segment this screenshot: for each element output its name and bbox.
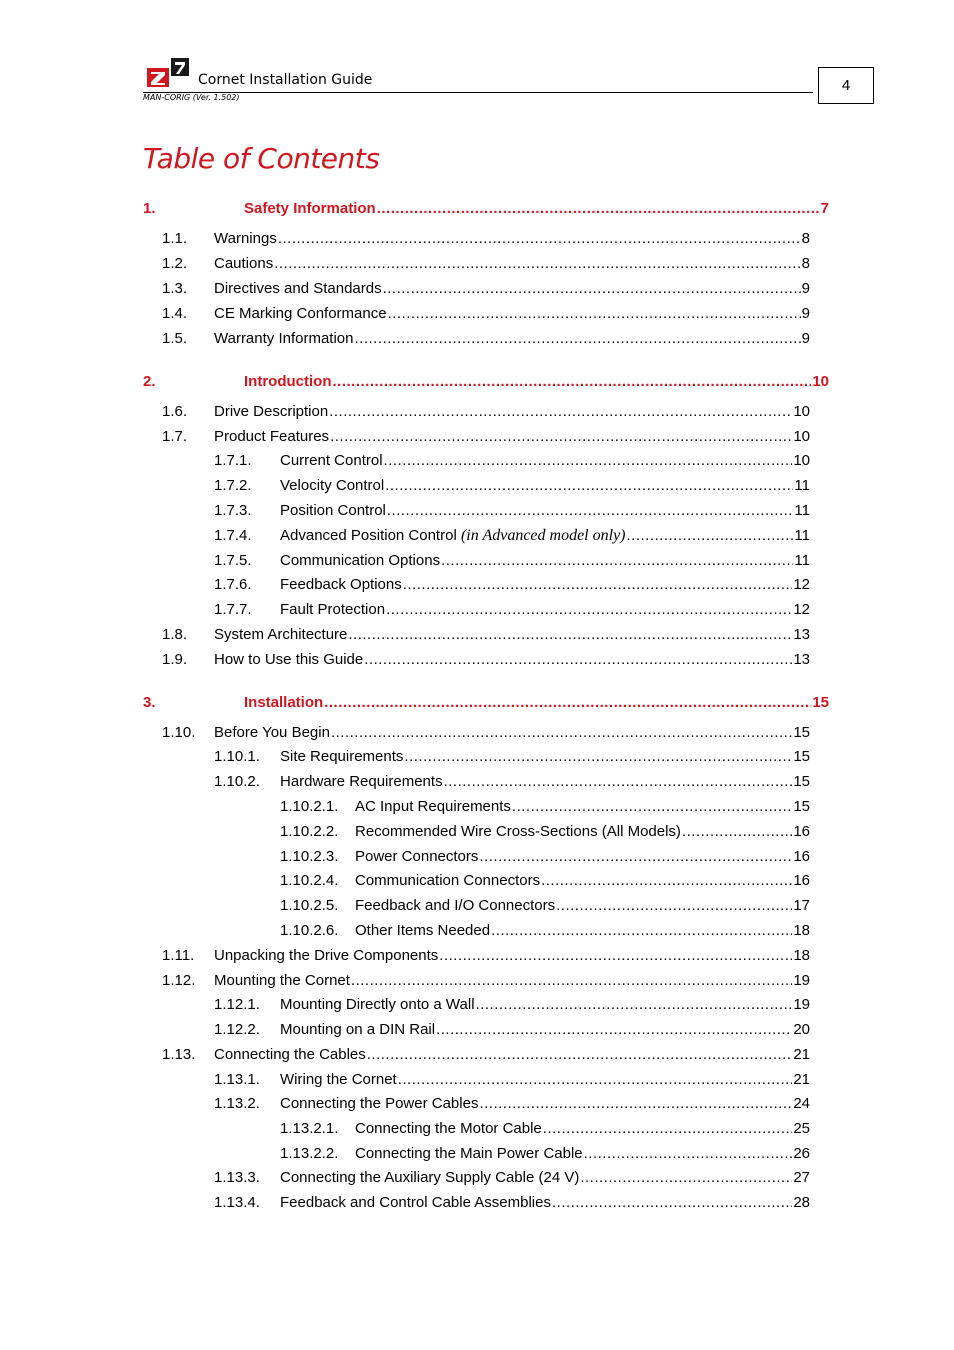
toc-entry-page: 26: [793, 1145, 810, 1162]
dot-leader: [398, 1071, 793, 1088]
toc-entry-page: 15: [793, 748, 810, 765]
dot-leader: [439, 947, 792, 964]
toc-entry-page: 13: [793, 651, 810, 668]
toc-entry-title: Before You Begin: [214, 724, 330, 741]
toc-entry-title: Unpacking the Drive Components: [214, 947, 439, 964]
dot-leader: [351, 972, 792, 989]
toc-entry-page: 12: [793, 576, 810, 593]
toc-entry-page: 9: [801, 330, 810, 347]
toc-entry[interactable]: [0, 280, 954, 302]
toc-entry-number: 1.13.2.: [214, 1095, 260, 1112]
toc-entry-number: 1.7.3.: [214, 502, 252, 519]
toc-chapter-entry[interactable]: [0, 200, 954, 222]
toc-entry[interactable]: [0, 724, 954, 746]
dot-leader: [324, 694, 811, 711]
toc-entry-number: 1.12.2.: [214, 1021, 260, 1038]
document-title: Cornet Installation Guide: [198, 72, 373, 88]
toc-entry[interactable]: [0, 576, 954, 598]
toc-entry-page: 8: [801, 230, 810, 247]
dot-leader: [331, 724, 792, 741]
toc-entry-page: 10: [793, 428, 810, 445]
dot-leader: [348, 626, 792, 643]
toc-entry[interactable]: [0, 1194, 954, 1216]
toc-entry[interactable]: [0, 798, 954, 820]
toc-entry-title: CE Marking Conformance: [214, 305, 387, 322]
toc-entry-title: Power Connectors: [355, 848, 479, 865]
toc-entry[interactable]: [0, 773, 954, 795]
dot-leader: [377, 200, 820, 217]
toc-entry[interactable]: [0, 403, 954, 425]
toc-entry-number: 1.9.: [162, 651, 188, 668]
toc-entry-title: Hardware Requirements: [280, 773, 443, 790]
toc-entry-title: Connecting the Main Power Cable: [355, 1145, 583, 1162]
toc-entry-title: Current Control: [280, 452, 383, 469]
toc-entry[interactable]: [0, 1145, 954, 1167]
page-header: [0, 0, 954, 120]
toc-entry[interactable]: [0, 823, 954, 845]
toc-entry-title: Feedback and I/O Connectors: [355, 897, 556, 914]
toc-entry-number: 1.10.: [162, 724, 196, 741]
toc-entry-number: 1.13.3.: [214, 1169, 260, 1186]
toc-entry-page: 16: [793, 872, 810, 889]
toc-entry-page: 9: [801, 280, 810, 297]
toc-entry-title: Product Features: [214, 428, 330, 445]
toc-entry[interactable]: [0, 1021, 954, 1043]
toc-entry-page: 19: [793, 972, 810, 989]
toc-entry-page: 15: [793, 798, 810, 815]
toc-entry-number: 1.7.: [162, 428, 188, 445]
toc-entry-page: 11: [794, 477, 810, 494]
toc-entry[interactable]: [0, 1095, 954, 1117]
toc-entry-number: 1.13.2.1.: [280, 1120, 339, 1137]
toc-entry-title: Recommended Wire Cross-Sections (All Models): [355, 823, 681, 840]
toc-entry-title: Communication Connectors: [355, 872, 541, 889]
toc-entry[interactable]: [0, 872, 954, 894]
toc-entry-page: 21: [793, 1046, 810, 1063]
toc-entry-page: 8: [801, 255, 810, 272]
toc-entry-title: Site Requirements: [280, 748, 404, 765]
toc-entry-number: 1.7.5.: [214, 552, 252, 569]
toc-entry-number: 1.6.: [162, 403, 188, 420]
toc-entry-title: Advanced Position Control (in Advanced model only): [280, 527, 626, 544]
toc-entry-number: 1.: [143, 200, 156, 217]
toc-entry-page: 16: [793, 823, 810, 840]
dot-leader: [385, 477, 793, 494]
toc-entry-title: Connecting the Cables: [214, 1046, 366, 1063]
toc-entry[interactable]: [0, 1120, 954, 1142]
dot-leader: [580, 1169, 792, 1186]
toc-entry-page: 21: [793, 1071, 810, 1088]
toc-entry-title: Connecting the Power Cables: [280, 1095, 479, 1112]
toc-entry-title: Directives and Standards: [214, 280, 382, 297]
toc-entry-title: Connecting the Auxiliary Supply Cable (24 V): [280, 1169, 580, 1186]
dot-leader: [274, 255, 800, 272]
toc-entry[interactable]: [0, 996, 954, 1018]
toc-entry[interactable]: [0, 848, 954, 870]
toc-entry[interactable]: [0, 626, 954, 648]
toc-entry-page: 13: [793, 626, 810, 643]
header-rule: [143, 92, 813, 93]
toc-entry[interactable]: [0, 922, 954, 944]
toc-entry[interactable]: [0, 1046, 954, 1068]
toc-entry-title: Mounting Directly onto a Wall: [280, 996, 475, 1013]
dot-leader: [355, 330, 801, 347]
dot-leader: [479, 848, 792, 865]
toc-entry-title: Mounting the Cornet: [214, 972, 350, 989]
toc-entry-number: 1.13.1.: [214, 1071, 260, 1088]
toc-entry-page: 19: [793, 996, 810, 1013]
toc-entry-number: 1.13.: [162, 1046, 196, 1063]
toc-entry-number: 1.10.2.2.: [280, 823, 339, 840]
toc-entry-number: 2.: [143, 373, 156, 390]
toc-entry-number: 1.4.: [162, 305, 188, 322]
dot-leader: [332, 373, 811, 390]
toc-entry-number: 1.10.2.3.: [280, 848, 339, 865]
toc-entry-page: 17: [793, 897, 810, 914]
toc-entry-note: (in Advanced model only): [460, 527, 626, 544]
toc-chapter-entry[interactable]: [0, 373, 954, 395]
dot-leader: [444, 773, 793, 790]
dot-leader: [441, 552, 793, 569]
company-logo-icon: [147, 58, 191, 88]
toc-entry-number: 1.1.: [162, 230, 188, 247]
toc-entry-page: 18: [793, 922, 810, 939]
toc-entry-page: 15: [812, 694, 829, 711]
toc-entry-page: 7: [820, 200, 829, 217]
toc-entry-title: Warranty Information: [214, 330, 354, 347]
dot-leader: [512, 798, 792, 815]
page-number: 4: [818, 67, 874, 104]
toc-entry-page: 11: [794, 527, 810, 544]
dot-leader: [364, 651, 792, 668]
toc-entry[interactable]: [0, 972, 954, 994]
dot-leader: [584, 1145, 793, 1162]
dot-leader: [384, 452, 793, 469]
toc-entry-title: Feedback Options: [280, 576, 402, 593]
toc-entry-number: 1.10.1.: [214, 748, 260, 765]
toc-entry-page: 16: [793, 848, 810, 865]
toc-entry-page: 10: [793, 403, 810, 420]
toc-entry-number: 1.10.2.4.: [280, 872, 339, 889]
toc-entry[interactable]: [0, 477, 954, 499]
toc-entry[interactable]: [0, 255, 954, 277]
document-version: MAN-CORIG (Ver. 1.502): [143, 93, 240, 102]
toc-entry-number: 1.7.4.: [214, 527, 252, 544]
toc-entry[interactable]: [0, 230, 954, 252]
toc-entry[interactable]: [0, 897, 954, 919]
toc-entry-number: 1.2.: [162, 255, 188, 272]
toc-entry-page: 12: [793, 601, 810, 618]
toc-entry-page: 10: [812, 373, 829, 390]
toc-entry-number: 1.10.2.6.: [280, 922, 339, 939]
toc-entry-title: Other Items Needed: [355, 922, 491, 939]
toc-entry[interactable]: [0, 452, 954, 474]
dot-leader: [476, 996, 793, 1013]
toc-entry-title: Mounting on a DIN Rail: [280, 1021, 436, 1038]
toc-entry-page: 15: [793, 724, 810, 741]
toc-entry[interactable]: [0, 305, 954, 327]
toc-entry-title: Warnings: [214, 230, 277, 247]
dot-leader: [330, 428, 792, 445]
toc-entry-title: Drive Description: [214, 403, 329, 420]
toc-entry-page: 9: [801, 305, 810, 322]
toc-entry-title: Safety Information: [244, 200, 376, 217]
toc-heading: Table of Contents: [143, 142, 380, 175]
dot-leader: [387, 502, 794, 519]
toc-entry-number: 1.11.: [162, 947, 195, 964]
dot-leader: [404, 748, 792, 765]
dot-leader: [541, 872, 792, 889]
toc-entry-title: Installation: [244, 694, 324, 711]
toc-entry-page: 28: [793, 1194, 810, 1211]
toc-entry-number: 1.13.4.: [214, 1194, 260, 1211]
toc-entry-title: System Architecture: [214, 626, 348, 643]
toc-entry[interactable]: [0, 552, 954, 574]
toc-entry-number: 3.: [143, 694, 156, 711]
dot-leader: [556, 897, 792, 914]
toc-entry-number: 1.12.1.: [214, 996, 260, 1013]
dot-leader: [479, 1095, 792, 1112]
toc-entry-title: How to Use this Guide: [214, 651, 364, 668]
toc-entry-page: 11: [794, 552, 810, 569]
toc-entry[interactable]: [0, 330, 954, 352]
toc-entry-number: 1.12.: [162, 972, 196, 989]
toc-entry-title: Cautions: [214, 255, 274, 272]
dot-leader: [367, 1046, 793, 1063]
toc-entry[interactable]: [0, 502, 954, 524]
toc-entry-title: Velocity Control: [280, 477, 385, 494]
toc-entry[interactable]: [0, 748, 954, 770]
toc-entry-number: 1.13.2.2.: [280, 1145, 339, 1162]
toc-entry-page: 11: [794, 502, 810, 519]
toc-entry-title: AC Input Requirements: [355, 798, 511, 815]
toc-entry[interactable]: [0, 947, 954, 969]
toc-entry-number: 1.7.1.: [214, 452, 252, 469]
toc-entry-title: Fault Protection: [280, 601, 386, 618]
toc-entry[interactable]: [0, 651, 954, 673]
toc-entry[interactable]: [0, 428, 954, 450]
toc-entry-number: 1.10.2.1.: [280, 798, 339, 815]
dot-leader: [278, 230, 801, 247]
toc-entry-number: 1.3.: [162, 280, 188, 297]
toc-entry-number: 1.5.: [162, 330, 188, 347]
toc-entry-title: Feedback and Control Cable Assemblies: [280, 1194, 551, 1211]
toc-entry-title: Position Control: [280, 502, 386, 519]
toc-entry-title: Introduction: [244, 373, 332, 390]
toc-entry-number: 1.8.: [162, 626, 188, 643]
dot-leader: [627, 527, 794, 544]
dot-leader: [552, 1194, 792, 1211]
toc-entry-page: 18: [793, 947, 810, 964]
dot-leader: [329, 403, 792, 420]
dot-leader: [543, 1120, 793, 1137]
dot-leader: [386, 601, 792, 618]
toc-entry[interactable]: [0, 1169, 954, 1191]
toc-entry-title: Wiring the Cornet: [280, 1071, 397, 1088]
toc-entry[interactable]: [0, 601, 954, 623]
toc-chapter-entry[interactable]: [0, 694, 954, 716]
dot-leader: [388, 305, 801, 322]
toc-entry-page: 25: [793, 1120, 810, 1137]
toc-entry-number: 1.7.7.: [214, 601, 252, 618]
dot-leader: [383, 280, 801, 297]
toc-entry[interactable]: [0, 527, 954, 549]
toc-entry-page: 10: [793, 452, 810, 469]
toc-entry-title: Connecting the Motor Cable: [355, 1120, 542, 1137]
toc-entry-number: 1.10.2.5.: [280, 897, 339, 914]
toc-entry-number: 1.7.2.: [214, 477, 252, 494]
dot-leader: [403, 576, 793, 593]
toc-entry-page: 24: [793, 1095, 810, 1112]
toc-entry[interactable]: [0, 1071, 954, 1093]
toc-entry-title: Communication Options: [280, 552, 441, 569]
toc-entry-number: 1.10.2.: [214, 773, 260, 790]
toc-entry-number: 1.7.6.: [214, 576, 252, 593]
toc-entry-page: 27: [793, 1169, 810, 1186]
dot-leader: [491, 922, 792, 939]
dot-leader: [436, 1021, 792, 1038]
toc-entry-page: 20: [793, 1021, 810, 1038]
toc-entry-page: 15: [793, 773, 810, 790]
dot-leader: [682, 823, 792, 840]
